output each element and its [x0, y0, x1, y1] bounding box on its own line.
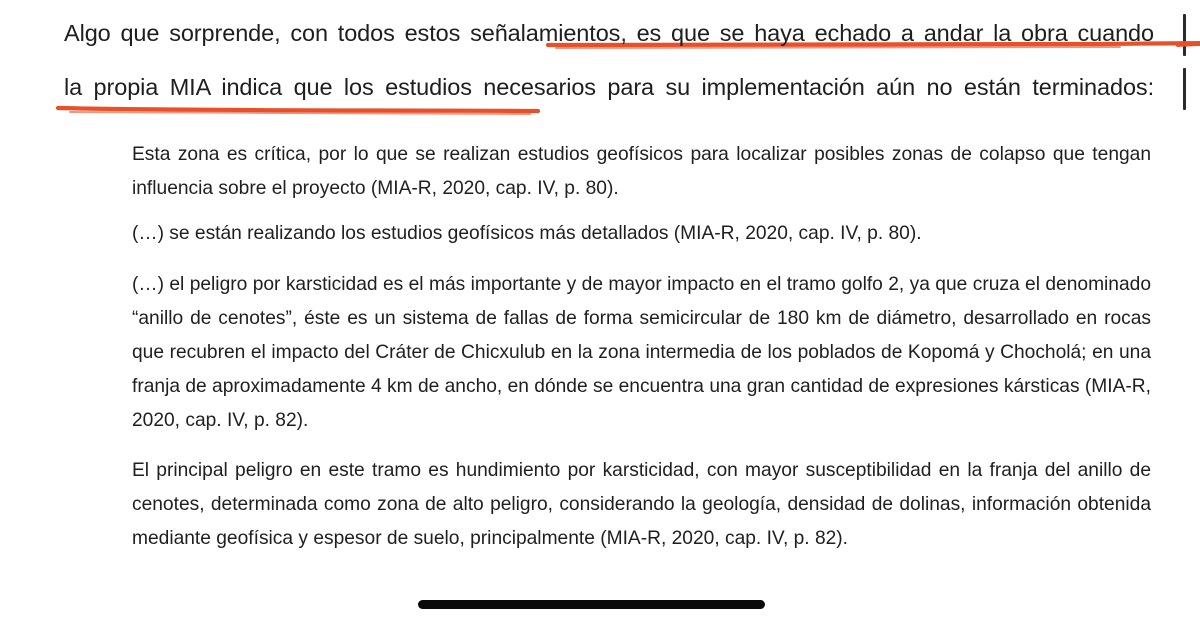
margin-bar-top — [1183, 14, 1186, 56]
block-quote-3: (…) el peligro por karsticidad es el más importante y de mayor impacto en el tramo golfo 2, ya que cruza el denominado “anillo de cenotes”, éste es un sistema de fallas de forma semicircular de 180 km de diámetro, desarrollado en rocas que recubren el impacto del Cráter de Chicxulub en la zona intermedia de los poblados de Kopomá y Chocholá; en una franja de aproximadamente 4 km de ancho, en dónde se encuentra una gran cantidad de expresiones kársticas (MIA-R, 2020, cap. IV, p. 82). — [132, 274, 1151, 431]
block-quote-2: (…) se están realizando los estudios geofísicos más detallados (MIA-R, 2020, cap. IV, p. 80). — [132, 223, 922, 244]
block-quote-4: El principal peligro en este tramo es hundimiento por karsticidad, con mayor susceptibilidad en la franja del anillo de cenotes, determinada como zona de alto peligro, considerando la geología, densidad de dolinas, información obtenida mediante geofísica y espesor de suelo, principalmente (MIA-R, 2020, cap. IV, p. 82). — [132, 460, 1151, 549]
lead-paragraph-line-1: Algo que sorprende, con todos estos señalamientos, es que se haya echado a andar la obra cuando — [64, 20, 1154, 46]
underline-stroke-2 — [58, 108, 538, 111]
lead-paragraph-line-2: la propia MIA indica que los estudios necesarios para su implementación aún no están terminados: — [64, 74, 1154, 100]
block-quote-1: Esta zona es crítica, por lo que se realizan estudios geofísicos para localizar posibles zonas de colapso que tengan influencia sobre el proyecto (MIA-R, 2020, cap. IV, p. 80). — [132, 144, 1151, 199]
home-indicator-bar[interactable] — [418, 600, 765, 609]
underline-stroke-2b — [70, 112, 530, 114]
margin-bar-bottom — [1183, 68, 1186, 110]
